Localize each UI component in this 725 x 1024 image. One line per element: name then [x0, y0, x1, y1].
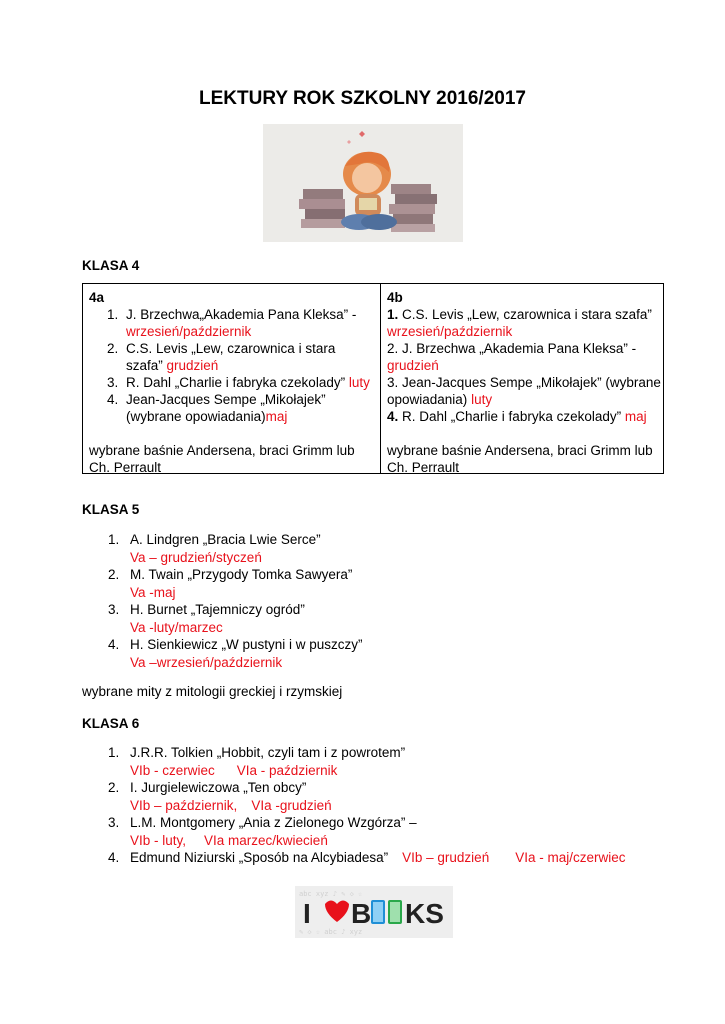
list-item: 3. R. Dahl „Charlie i fabryka czekolady” luty: [107, 375, 370, 390]
column-4b-extra: wybrane baśnie Andersena, braci Grimm lub Ch. Perrault: [387, 443, 653, 475]
list-item: 4. Edmund Niziurski „Sposób na Alcybiadesa” VIb – grudzień VIa - maj/czerwiec: [108, 850, 626, 865]
list-item: 1. J.R.R. Tolkien „Hobbit, czyli tam i z powrotem” VIb - czerwiec VIa - październik: [108, 745, 406, 778]
svg-text:✎ ◇ ☆ abc ♪ xyz: ✎ ◇ ☆ abc ♪ xyz: [299, 928, 363, 936]
list-item: 4. H. Sienkiewicz „W pustyni i w puszczy” Va –wrzesień/październik: [108, 637, 363, 670]
page-title: LEKTURY ROK SZKOLNY 2016/2017: [199, 88, 526, 109]
list-item: 2. I. Jurgielewiczowa „Ten obcy” VIb – październik, VIa -grudzień: [108, 780, 332, 813]
list-item: 4. R. Dahl „Charlie i fabryka czekolady” maj: [387, 409, 647, 424]
klasa5-list: [82, 531, 642, 671]
column-4a-extra: wybrane baśnie Andersena, braci Grimm lub Ch. Perrault: [89, 443, 355, 475]
klasa6-heading: KLASA 6: [82, 716, 140, 731]
klasa4-table: [82, 283, 664, 474]
klasa5-heading: KLASA 5: [82, 502, 140, 517]
list-item: 1. C.S. Levis „Lew, czarownica i stara szafa” wrzesień/październik: [387, 307, 652, 339]
i-love-books-logo: [295, 886, 453, 938]
list-item: 4. Jean-Jacques Sempe „Mikołajek” (wybrane opowiadania)maj: [107, 392, 326, 424]
reading-child-illustration: [263, 124, 463, 242]
list-item: 3. H. Burnet „Tajemniczy ogród” Va -luty/marzec: [108, 602, 305, 635]
list-item: 1. J. Brzechwa„Akademia Pana Kleksa” - wrzesień/październik: [107, 307, 357, 339]
list-item: 2. J. Brzechwa „Akademia Pana Kleksa” - grudzień: [387, 341, 637, 373]
svg-text:abc xyz ♪ ✎ ◇ ☆: abc xyz ♪ ✎ ◇ ☆: [299, 890, 363, 898]
list-item: 3. Jean-Jacques Sempe „Mikołajek” (wybrane opowiadania) luty: [387, 375, 661, 407]
list-item: 3. L.M. Montgomery „Ania z Zielonego Wzgórza” – VIb - luty, VIa marzec/kwiecień: [108, 815, 417, 848]
list-item: 1. A. Lindgren „Bracia Lwie Serce” Va – grudzień/styczeń: [108, 532, 321, 565]
svg-text:I: I: [303, 898, 311, 929]
list-item: 2. M. Twain „Przygody Tomka Sawyera” Va -maj: [108, 567, 353, 600]
column-4a-label: 4a: [89, 290, 105, 305]
svg-text:KS: KS: [405, 898, 444, 929]
svg-text:B: B: [351, 898, 372, 929]
klasa4-heading: KLASA 4: [82, 258, 140, 273]
klasa5-extra: wybrane mity z mitologii greckiej i rzymskiej: [82, 684, 343, 699]
column-4b-label: 4b: [387, 290, 403, 305]
list-item: 2. C.S. Levis „Lew, czarownica i stara szafa” grudzień: [107, 341, 336, 373]
klasa6-list: [82, 744, 672, 867]
column-4a: [89, 289, 374, 476]
column-4b: [387, 289, 662, 476]
